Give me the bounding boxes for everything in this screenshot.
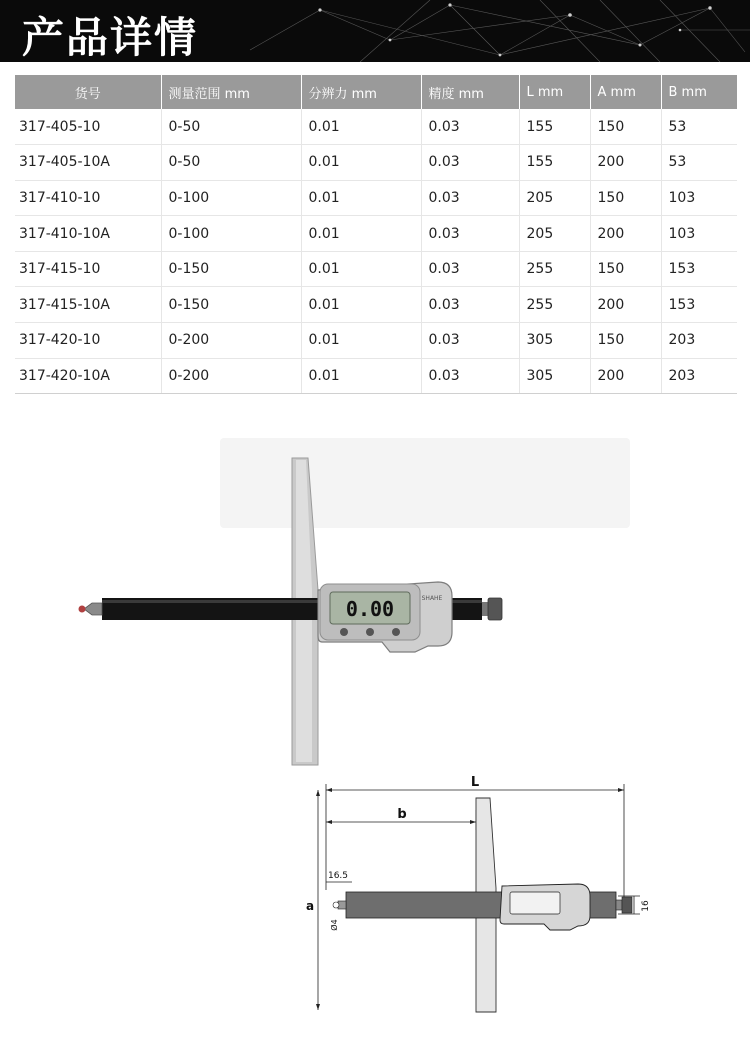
table-cell: 103 [661, 216, 737, 252]
table-row [15, 323, 737, 359]
table-row [15, 109, 737, 145]
page-title: 产品详情 [22, 13, 199, 62]
label-16: 16 [641, 900, 651, 912]
function-button [366, 628, 374, 636]
spec-table [15, 75, 737, 394]
network-pattern-decoration [240, 0, 750, 62]
brand-label: SHAHE [421, 595, 443, 602]
table-cell: 0-100 [161, 216, 301, 252]
table-cell: 155 [519, 145, 590, 181]
table-cell: 317-415-10A [15, 287, 161, 323]
table-cell: 305 [519, 323, 590, 359]
table-cell: 0.01 [301, 251, 421, 287]
table-cell: 0.03 [421, 287, 519, 323]
table-cell: 0.03 [421, 145, 519, 181]
label-L: L [470, 775, 480, 790]
table-cell: 150 [590, 109, 661, 145]
table-cell: 305 [519, 358, 590, 394]
table-cell: 0.03 [421, 251, 519, 287]
table-cell: 0.01 [301, 216, 421, 252]
dimension-diagram [300, 770, 660, 1050]
table-cell: 0.03 [421, 109, 519, 145]
column-header: B mm [661, 75, 737, 109]
table-cell: 317-410-10 [15, 180, 161, 216]
table-row [15, 251, 737, 287]
table-cell: 0.01 [301, 180, 421, 216]
table-cell: 150 [590, 251, 661, 287]
label-phi4: Ø4 [330, 919, 339, 931]
table-row [15, 145, 737, 181]
table-cell: 317-405-10A [15, 145, 161, 181]
table-cell: 153 [661, 251, 737, 287]
table-cell: 200 [590, 358, 661, 394]
table-cell: 255 [519, 251, 590, 287]
table-cell: 0.01 [301, 358, 421, 394]
table-row [15, 358, 737, 394]
display-reading: 0.00 [345, 597, 395, 621]
table-cell: 0-50 [161, 145, 301, 181]
table-cell: 200 [590, 145, 661, 181]
table-cell: 0.01 [301, 287, 421, 323]
table-cell: 317-405-10 [15, 109, 161, 145]
table-cell: 203 [661, 323, 737, 359]
column-header: 测量范围 mm [161, 75, 301, 109]
table-cell: 150 [590, 323, 661, 359]
table-cell: 205 [519, 216, 590, 252]
table-cell: 0-200 [161, 323, 301, 359]
table-cell: 53 [661, 145, 737, 181]
product-photo [60, 430, 700, 775]
table-cell: 155 [519, 109, 590, 145]
table-cell: 0.03 [421, 216, 519, 252]
function-button [340, 628, 348, 636]
table-cell: 150 [590, 180, 661, 216]
table-cell: 0.03 [421, 323, 519, 359]
table-cell: 0-200 [161, 358, 301, 394]
table-cell: 0-150 [161, 251, 301, 287]
table-header-row [15, 75, 737, 109]
label-16-5: 16.5 [327, 871, 349, 881]
table-row [15, 287, 737, 323]
table-cell: 205 [519, 180, 590, 216]
table-cell: 203 [661, 358, 737, 394]
table-cell: 0.01 [301, 145, 421, 181]
column-header: A mm [590, 75, 661, 109]
table-cell: 0-150 [161, 287, 301, 323]
column-header: L mm [519, 75, 590, 109]
table-cell: 153 [661, 287, 737, 323]
table-cell: 317-420-10 [15, 323, 161, 359]
label-a: a [305, 899, 315, 913]
table-cell: 200 [590, 287, 661, 323]
table-cell: 0.03 [421, 180, 519, 216]
table-cell: 317-415-10 [15, 251, 161, 287]
table-cell: 200 [590, 216, 661, 252]
digital-display-head [318, 582, 452, 652]
column-header: 分辨力 mm [301, 75, 421, 109]
table-cell: 255 [519, 287, 590, 323]
table-row [15, 216, 737, 252]
column-header: 货号 [15, 75, 161, 109]
column-header: 精度 mm [421, 75, 519, 109]
function-button [392, 628, 400, 636]
table-cell: 0-100 [161, 180, 301, 216]
header-banner [0, 0, 750, 62]
table-cell: 0-50 [161, 109, 301, 145]
label-b: b [397, 807, 407, 822]
table-body [15, 109, 737, 394]
table-cell: 53 [661, 109, 737, 145]
table-row [15, 180, 737, 216]
table-cell: 103 [661, 180, 737, 216]
table-cell: 0.01 [301, 323, 421, 359]
table-cell: 0.01 [301, 109, 421, 145]
table-cell: 317-410-10A [15, 216, 161, 252]
table-cell: 0.03 [421, 358, 519, 394]
table-cell: 317-420-10A [15, 358, 161, 394]
